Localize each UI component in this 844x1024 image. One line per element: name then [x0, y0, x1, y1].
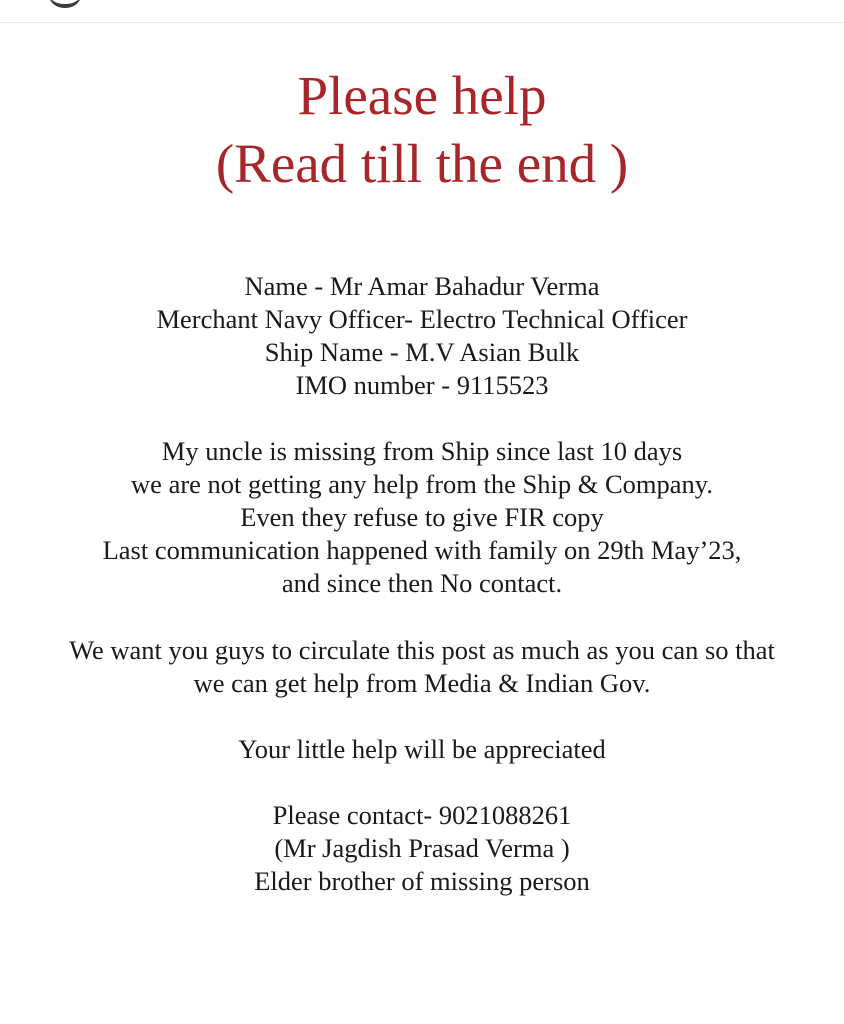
- message-line: My uncle is missing from Ship since last 10 days: [161, 436, 683, 466]
- missing-person-name: Name - Mr Amar Bahadur Verma: [244, 271, 600, 301]
- officer-position: Merchant Navy Officer- Electro Technical Officer: [156, 304, 688, 334]
- appreciation-line: Your little help will be appreciated: [238, 734, 606, 764]
- message-line: and since then No contact.: [281, 568, 563, 598]
- contact-number: Please contact- 9021088261: [272, 800, 572, 830]
- top-arc-icon: [48, 0, 82, 8]
- message-line: Last communication happened with family on 29th May’23,: [102, 535, 742, 565]
- top-bar: [0, 0, 844, 23]
- imo-number: IMO number - 9115523: [295, 370, 549, 400]
- message-line: Even they refuse to give FIR copy: [240, 502, 604, 532]
- request-line: we can get help from Media & Indian Gov.: [193, 668, 651, 698]
- message-line: we are not getting any help from the Ship & Company.: [131, 469, 713, 499]
- contact-name: (Mr Jagdish Prasad Verma ): [274, 833, 570, 863]
- headline-line-1: Please help: [297, 65, 547, 126]
- contact-relation: Elder brother of missing person: [254, 866, 590, 896]
- headline: [0, 62, 844, 198]
- ship-name: Ship Name - M.V Asian Bulk: [264, 337, 580, 367]
- request-line: We want you guys to circulate this post as much as you can so that: [69, 635, 775, 665]
- headline-line-2: (Read till the end ): [215, 133, 629, 194]
